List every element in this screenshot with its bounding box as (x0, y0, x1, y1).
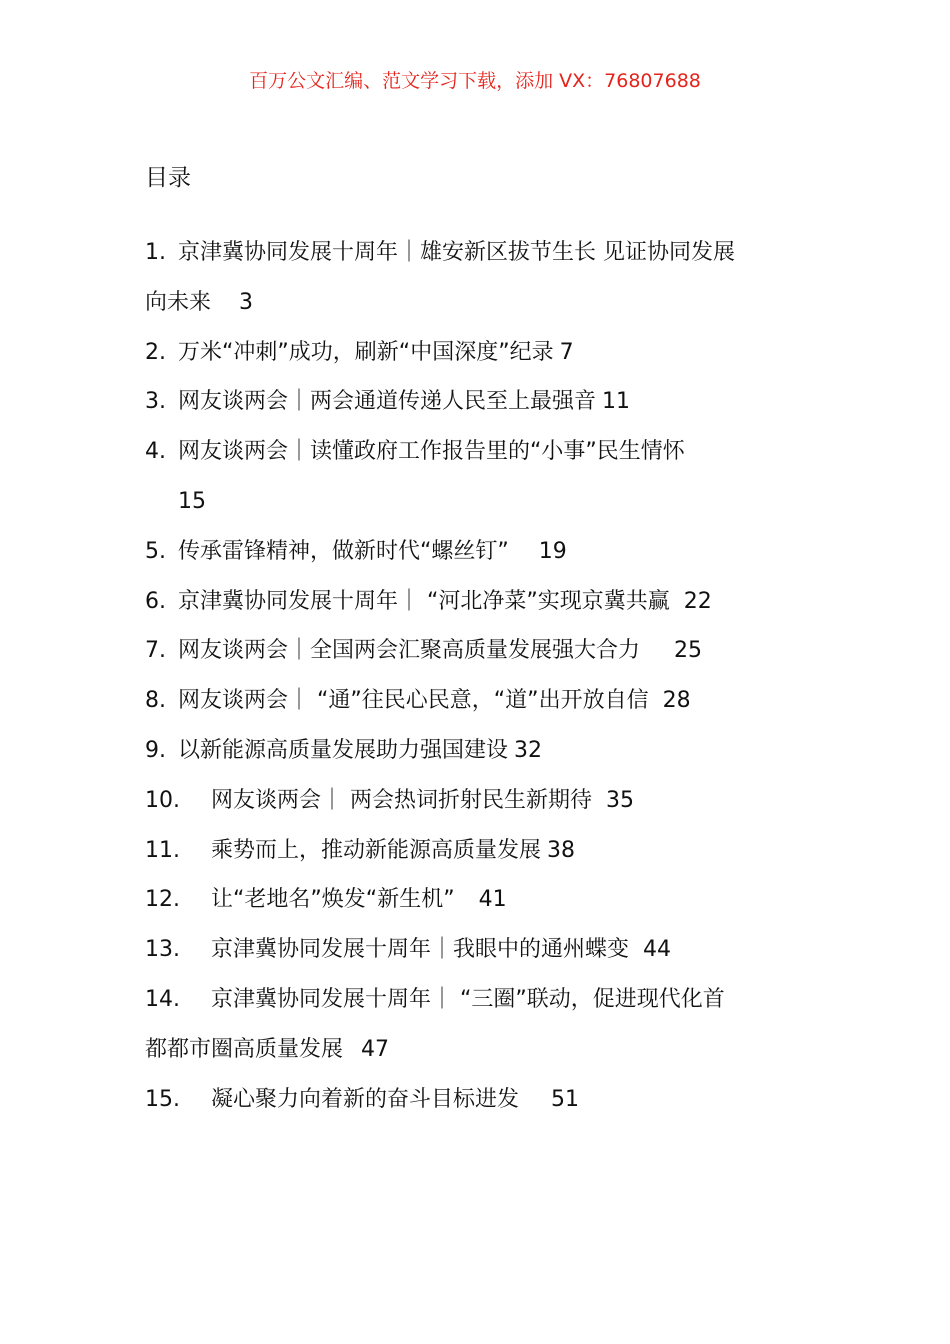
toc-entry-title: 让“老地名”焕发“新生机” (211, 887, 455, 913)
toc-entry-14[interactable] (145, 975, 795, 1075)
toc-entry-title: 乘势而上，推动新能源高质量发展 (211, 837, 542, 863)
toc-entry-number: 4. (145, 439, 166, 465)
toc-entry-page: 32 (514, 737, 543, 763)
toc-entry-title: 京津冀协同发展十周年｜ “三圈”联动，促进现代化首 (211, 986, 725, 1012)
toc-entry-5[interactable] (145, 527, 795, 577)
toc-entry-1[interactable] (145, 228, 795, 328)
toc-entry-11[interactable] (145, 826, 795, 876)
toc-entry-number: 14. (145, 986, 180, 1012)
toc-entry-number: 12. (145, 887, 180, 913)
table-of-contents (145, 228, 795, 1124)
toc-entry-page: 35 (606, 787, 634, 813)
toc-entry-title: 网友谈两会｜ “通”往民心民意，“道”出开放自信 (178, 688, 649, 714)
toc-entry-page: 44 (643, 937, 672, 963)
toc-entry-title: 万米“冲刺”成功，刷新“中国深度”纪录 (178, 339, 554, 365)
toc-entry-title: 京津冀协同发展十周年｜我眼中的通州蝶变 (211, 937, 630, 963)
toc-entry-page: 3 (239, 289, 254, 315)
toc-entry-number: 2. (145, 339, 166, 365)
toc-entry-title: 网友谈两会｜ 两会热词折射民生新期待 (211, 787, 592, 813)
toc-entry-number: 11. (145, 837, 180, 863)
toc-entry-page: 15 (178, 488, 206, 514)
toc-entry-number: 13. (145, 937, 180, 963)
toc-entry-6[interactable] (145, 577, 795, 627)
toc-entry-page: 38 (547, 837, 576, 863)
toc-entry-4[interactable] (145, 427, 795, 527)
toc-entry-title: 以新能源高质量发展助力强国建设 (178, 737, 509, 763)
toc-entry-9[interactable] (145, 726, 795, 776)
toc-entry-3[interactable] (145, 377, 795, 427)
toc-entry-title: 网友谈两会｜全国两会汇聚高质量发展强大合力 (178, 638, 641, 664)
toc-entry-page: 41 (478, 887, 507, 913)
toc-entry-title: 网友谈两会｜读懂政府工作报告里的“小事”民生情怀 (178, 439, 685, 465)
toc-entry-number: 7. (145, 638, 166, 664)
toc-entry-title: 京津冀协同发展十周年｜雄安新区拔节生长 见证协同发展 (178, 240, 735, 265)
toc-entry-page: 19 (538, 538, 567, 564)
toc-entry-15[interactable] (145, 1075, 795, 1125)
toc-entry-number: 10. (145, 787, 180, 813)
toc-entry-page: 47 (361, 1036, 390, 1062)
toc-entry-number: 5. (145, 538, 166, 564)
toc-entry-10[interactable] (145, 776, 795, 826)
toc-entry-page: 22 (683, 588, 712, 614)
toc-entry-title: 凝心聚力向着新的奋斗目标进发 (211, 1086, 520, 1112)
toc-entry-number: 6. (145, 588, 166, 614)
toc-entry-page: 25 (674, 638, 703, 664)
toc-entry-number: 1. (145, 240, 166, 265)
toc-entry-continuation: 向未来 3 (145, 289, 254, 315)
toc-entry-title: 传承雷锋精神，做新时代“螺丝钉” (178, 538, 509, 564)
toc-entry-13[interactable] (145, 925, 795, 975)
toc-entry-continuation: 都都市圈高质量发展 47 (145, 1036, 390, 1062)
toc-entry-title: 京津冀协同发展十周年｜ “河北净菜”实现京冀共赢 (178, 588, 670, 614)
toc-entry-2[interactable] (145, 328, 795, 378)
toc-entry-number: 9. (145, 737, 166, 763)
toc-entry-8[interactable] (145, 676, 795, 726)
toc-entry-page: 28 (662, 688, 691, 714)
toc-entry-12[interactable] (145, 875, 795, 925)
toc-entry-page: 11 (602, 389, 631, 415)
toc-entry-page: 7 (559, 339, 574, 365)
toc-entry-7[interactable] (145, 626, 795, 676)
toc-entry-number: 3. (145, 389, 166, 415)
toc-entry-title: 网友谈两会｜两会通道传递人民至上最强音 (178, 389, 597, 415)
toc-entry-number: 15. (145, 1086, 180, 1112)
toc-entry-number: 8. (145, 688, 166, 714)
toc-entry-page: 51 (551, 1086, 580, 1112)
promo-banner: 百万公文汇编、范文学习下载，添加 VX：76807688 (249, 70, 701, 92)
toc-title: 目录 (145, 165, 191, 191)
